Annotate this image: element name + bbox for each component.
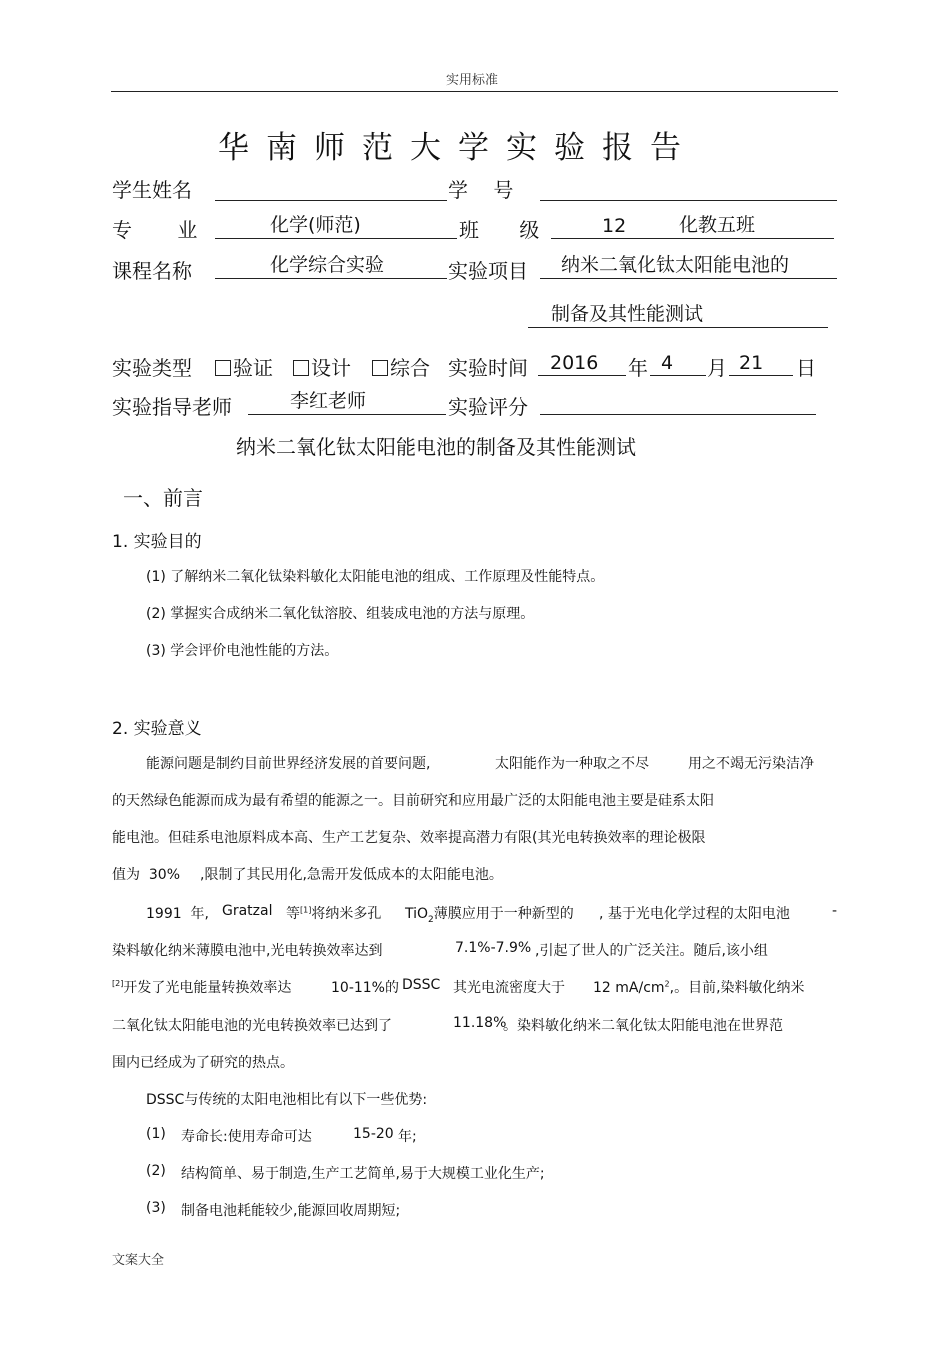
meaning-heading: 2. 实验意义 <box>112 719 202 739</box>
student-name-field <box>215 178 447 201</box>
para2-line3-a <box>112 977 291 997</box>
para2-line4-value: 11.18% <box>453 1015 507 1031</box>
para1-line4-b: ,限制了其民用化,急需开发低成本的太阳能电池。 <box>200 867 503 883</box>
para2-line1-process: , 基于光电化学过程的太阳电池 <box>599 906 790 922</box>
adv-1-num: (1) <box>146 1126 166 1142</box>
para2-line1-dash: - <box>832 903 838 919</box>
tio2-text: TiO <box>405 906 429 922</box>
section-heading-preface: 一、前言 <box>123 486 203 510</box>
type-option-comprehensive[interactable] <box>372 352 430 381</box>
student-id-label: 学 号 <box>448 178 514 202</box>
para2-etal-text: 等 <box>286 906 300 922</box>
adv-1-text: 寿命长:使用寿命可达 <box>181 1129 312 1145</box>
class-field <box>551 216 834 239</box>
header-rule <box>111 91 838 92</box>
teacher-field <box>248 392 446 415</box>
para2-line1-film: 薄膜应用于一种新型的 <box>433 906 574 922</box>
class-name: 化教五班 <box>679 214 756 236</box>
adv-2-num: (2) <box>146 1163 166 1179</box>
student-name-label: 学生姓名 <box>112 178 192 202</box>
project-field-line2 <box>528 305 828 328</box>
para2-line3-value <box>593 977 805 997</box>
course-label: 课程名称 <box>112 259 192 283</box>
para1-line1-b: 太阳能作为一种取之不尽 <box>495 756 649 772</box>
teacher-label: 实验指导老师 <box>112 395 232 419</box>
para2-line1-porous: 将纳米多孔 <box>311 906 382 922</box>
para2-line2-value: 7.1%-7.9% <box>455 940 532 956</box>
student-id-field <box>540 178 837 201</box>
para2-line2-c: ,引起了世人的广泛关注。随后,该小组 <box>535 943 768 959</box>
checkbox-design[interactable] <box>293 360 309 376</box>
para2-line3-density: 其光电流密度大于 <box>453 980 565 996</box>
page-header: 实用标准 <box>446 73 499 88</box>
course-value: 化学综合实验 <box>270 254 385 276</box>
citation-1: [1] <box>300 905 312 915</box>
para1-line3: 能电池。但硅系电池原料成本高、生产工艺复杂、效率提高潜力有限(其光电转换效率的理论极限 <box>112 830 706 846</box>
class-number: 12 <box>602 215 627 237</box>
score-label: 实验评分 <box>448 395 528 419</box>
adv-3-text: 制备电池耗能较少,能源回收周期短; <box>181 1203 401 1219</box>
major-value: 化学(师范) <box>270 214 361 236</box>
adv-1-value: 15-20 <box>353 1126 394 1142</box>
major-field <box>215 216 457 239</box>
year-unit: 年 <box>628 356 648 380</box>
para1-line4-a: 值为 30% <box>112 867 181 883</box>
day-field <box>729 353 793 376</box>
type-option-design[interactable] <box>293 352 351 381</box>
tio2-subscript: 2 <box>428 914 434 925</box>
teacher-value: 李红老师 <box>290 390 367 412</box>
para2-line1-tio2 <box>405 903 574 925</box>
purpose-item-1: (1) 了解纳米二氧化钛染料敏化太阳能电池的组成、工作原理及性能特点。 <box>146 569 605 585</box>
report-subtitle: 纳米二氧化钛太阳能电池的制备及其性能测试 <box>236 435 636 459</box>
para2-line3-eff: 10-11%的 <box>331 980 399 996</box>
month-unit: 月 <box>707 356 727 380</box>
para2-line1-author: Gratzal <box>222 903 273 919</box>
type-option-comprehensive-label: 综合 <box>390 356 430 380</box>
project-value-line1: 纳米二氧化钛太阳能电池的 <box>561 254 790 276</box>
class-label: 班 级 <box>459 218 543 242</box>
year-field <box>538 353 626 376</box>
day-unit: 日 <box>796 356 816 380</box>
month-field <box>650 353 706 376</box>
para2-line4-a: 二氧化钛太阳能电池的光电转换效率已达到了 <box>112 1018 392 1034</box>
score-field <box>540 392 816 415</box>
time-label: 实验时间 <box>448 356 528 380</box>
para2-line1-etal <box>286 903 381 923</box>
type-label: 实验类型 <box>112 356 192 380</box>
checkbox-verify[interactable] <box>215 360 231 376</box>
year-value: 2016 <box>550 352 599 374</box>
para1-line1-c: 用之不竭无污染洁净 <box>688 756 814 772</box>
para2-line4-c: 。染料敏化纳米二氧化钛太阳能电池在世界范 <box>503 1018 783 1034</box>
type-option-verify[interactable] <box>215 352 273 381</box>
adv-2-text: 结构简单、易于制造,生产工艺简单,易于大规模工业化生产; <box>181 1166 545 1182</box>
page-title: 华南师范大学实验报告 <box>218 130 698 166</box>
cm2-superscript: 2 <box>664 979 670 989</box>
para2-line5: 围内已经成为了研究的热点。 <box>112 1055 294 1071</box>
purpose-item-3: (3) 学会评价电池性能的方法。 <box>146 643 339 659</box>
project-field-line1 <box>540 256 837 279</box>
type-option-verify-label: 验证 <box>233 356 273 380</box>
type-option-design-label: 设计 <box>311 356 351 380</box>
page-footer: 文案大全 <box>112 1253 165 1268</box>
course-field <box>215 256 447 279</box>
para1-line1-a: 能源问题是制约目前世界经济发展的首要问题, <box>146 756 431 772</box>
para2-line1-year: 1991 年, <box>146 906 209 922</box>
para2-line3-dssc: DSSC <box>402 977 441 993</box>
para1-line2: 的天然绿色能源而成为最有希望的能源之一。目前研究和应用最广泛的太阳能电池主要是硅系太阳 <box>112 793 714 809</box>
project-label: 实验项目 <box>448 259 528 283</box>
project-value-line2: 制备及其性能测试 <box>551 303 704 325</box>
purpose-item-2: (2) 掌握实合成纳米二氧化钛溶胶、组装成电池的方法与原理。 <box>146 606 535 622</box>
month-value: 4 <box>661 352 674 374</box>
citation-2: [2] <box>112 979 124 988</box>
para2-line2-a: 染料敏化纳米薄膜电池中,光电转换效率达到 <box>112 943 383 959</box>
checkbox-comprehensive[interactable] <box>372 360 388 376</box>
day-value: 21 <box>739 352 764 374</box>
current-density-value: 12 mA/cm <box>593 980 665 996</box>
purpose-heading: 1. 实验目的 <box>112 532 202 552</box>
para2-line3-tail: ,。目前,染料敏化纳米 <box>669 980 805 996</box>
adv-3-num: (3) <box>146 1200 166 1216</box>
para2-line3-text: 开发了光电能量转换效率达 <box>123 980 292 996</box>
major-label: 专 业 <box>112 218 202 242</box>
adv-1-tail: 年; <box>398 1129 417 1145</box>
dssc-intro: DSSC与传统的太阳电池相比有以下一些优势: <box>146 1092 428 1108</box>
